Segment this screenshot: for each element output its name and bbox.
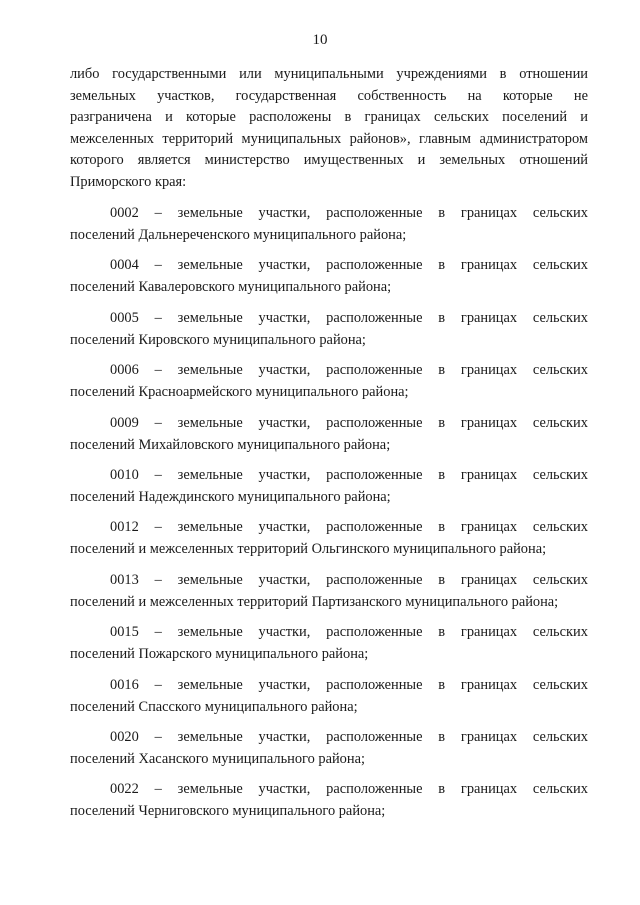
entry-code: 0020 [110, 728, 139, 745]
entry-word: земельные [177, 519, 243, 536]
entry-word: сельских [532, 676, 588, 693]
entry-word: в [438, 205, 446, 221]
entry-word: сельских [532, 466, 588, 483]
intro-line: либо государственными или муниципальными учреждениями в отношении [70, 66, 588, 82]
entry-second-line: поселений Дальнереченского муниципального района; [70, 227, 407, 243]
list-item [70, 254, 588, 306]
entry-word: участки, [258, 571, 311, 588]
entry-code: 0002 [110, 205, 139, 221]
entry-word: – [154, 624, 162, 641]
entry-word: расположенные [326, 466, 423, 483]
entry-second-line: поселений Хасанского муниципального района; [70, 750, 365, 767]
entry-word: – [154, 571, 162, 588]
entry-code: 0010 [110, 466, 139, 483]
entry-second-line: поселений Пожарского муниципального района; [70, 646, 369, 663]
entry-first-line [70, 202, 588, 224]
entry-word: в [438, 624, 446, 641]
entry-word: – [154, 781, 162, 798]
entry-word: земельные [177, 466, 243, 483]
entry-word: участки, [258, 624, 311, 641]
entry-second-line: поселений Михайловского муниципального района; [70, 436, 391, 453]
entry-word: – [154, 257, 162, 274]
entry-word: земельные [177, 781, 243, 798]
entry-word: расположенные [326, 205, 423, 221]
entry-word: в [438, 781, 446, 798]
entry-word: земельные [177, 571, 243, 588]
entry-word: сельских [532, 414, 588, 431]
entry-word: в [438, 362, 446, 379]
entry-second-line: поселений и межселенных территорий Партизанского муниципального района; [70, 593, 559, 610]
entry-word: участки, [258, 362, 311, 379]
entry-word: в [438, 414, 446, 431]
list-item [70, 569, 588, 621]
page-number: 10 [312, 32, 328, 48]
entry-word: расположенные [326, 781, 423, 798]
entry-code: 0006 [110, 362, 139, 379]
entry-word: – [154, 309, 162, 326]
entry-first-line [70, 359, 588, 381]
entry-code: 0015 [110, 624, 139, 641]
entry-second-line: поселений Кировского муниципального района; [70, 331, 366, 348]
entry-word: – [154, 466, 162, 483]
entry-word: участки, [258, 257, 311, 274]
entry-word: участки, [258, 466, 311, 483]
list-item [70, 621, 588, 673]
entry-word: расположенные [326, 519, 423, 536]
entry-word: земельные [177, 676, 243, 693]
entry-word: – [154, 728, 162, 745]
entry-word: участки, [258, 676, 311, 693]
entry-code: 0022 [110, 781, 139, 798]
entry-code: 0009 [110, 414, 139, 431]
entry-second-line: поселений Черниговского муниципального района; [70, 803, 386, 820]
entry-word: сельских [532, 205, 588, 221]
entry-word: участки, [258, 309, 311, 326]
entry-word: сельских [532, 309, 588, 326]
entry-word: границах [460, 362, 518, 379]
entry-word: участки, [258, 414, 311, 431]
entry-code: 0005 [110, 309, 139, 326]
entry-word: границах [460, 466, 518, 483]
entry-word: расположенные [326, 362, 423, 379]
entry-word: участки, [258, 205, 311, 221]
entry-first-line [70, 307, 588, 329]
entry-first-line [70, 726, 588, 748]
entry-word: – [154, 205, 162, 221]
list-item [70, 778, 588, 830]
entry-word: расположенные [326, 414, 423, 431]
entries-list [70, 202, 588, 831]
entry-word: участки, [258, 728, 311, 745]
entry-first-line [70, 464, 588, 486]
entry-word: земельные [177, 309, 243, 326]
entry-first-line [70, 569, 588, 591]
entry-word: границах [460, 676, 518, 693]
entry-word: сельских [532, 728, 588, 745]
entry-word: земельные [177, 414, 243, 431]
entry-word: сельских [532, 519, 588, 536]
entry-first-line [70, 778, 588, 800]
entry-first-line [70, 621, 588, 643]
entry-word: в [438, 519, 446, 536]
list-item [70, 307, 588, 359]
entry-word: расположенные [326, 676, 423, 693]
list-item [70, 464, 588, 516]
entry-first-line [70, 516, 588, 538]
entry-word: в [438, 571, 446, 588]
entry-word: границах [460, 414, 518, 431]
entry-word: границах [460, 571, 518, 588]
entry-word: расположенные [326, 624, 423, 641]
entry-word: сельских [532, 362, 588, 379]
entry-second-line: поселений и межселенных территорий Ольгинского муниципального района; [70, 541, 547, 558]
entry-word: земельные [177, 624, 243, 641]
entry-word: границах [460, 781, 518, 798]
entry-second-line: поселений Красноармейского муниципального района; [70, 384, 409, 401]
entry-first-line [70, 254, 588, 276]
entry-code: 0016 [110, 676, 139, 693]
entry-word: границах [460, 309, 518, 326]
intro-line: которого является министерство имущественных и земельных отношений [70, 152, 588, 169]
entry-word: расположенные [326, 309, 423, 326]
entry-first-line [70, 412, 588, 434]
entry-first-line [70, 674, 588, 696]
entry-word: земельные [177, 362, 243, 379]
entry-word: границах [460, 519, 518, 536]
entry-word: границах [460, 624, 518, 641]
entry-word: – [154, 676, 162, 693]
entry-word: сельских [532, 781, 588, 798]
entry-word: расположенные [326, 571, 423, 588]
list-item [70, 726, 588, 778]
entry-word: земельные [177, 728, 243, 745]
intro-line: разграничена и которые расположены в границах сельских поселений и [70, 109, 588, 126]
entry-word: границах [460, 257, 518, 274]
entry-word: – [154, 414, 162, 431]
entry-code: 0004 [110, 257, 139, 274]
list-item [70, 359, 588, 411]
entry-second-line: поселений Кавалеровского муниципального района; [70, 279, 392, 296]
entry-word: участки, [258, 519, 311, 536]
intro-paragraph [70, 64, 588, 194]
entry-word: расположенные [326, 728, 423, 745]
entry-word: расположенные [326, 257, 423, 274]
entry-word: земельные [177, 257, 243, 274]
entry-word: – [154, 519, 162, 536]
intro-line: Приморского края: [70, 173, 187, 190]
entry-code: 0012 [110, 519, 139, 536]
entry-word: участки, [258, 781, 311, 798]
entry-word: сельских [532, 624, 588, 641]
entry-word: в [438, 728, 446, 745]
entry-second-line: поселений Надеждинского муниципального района; [70, 488, 391, 505]
entry-word: границах [460, 205, 518, 221]
list-item [70, 674, 588, 726]
entry-word: сельских [532, 571, 588, 588]
entry-word: в [438, 309, 446, 326]
entry-word: земельные [177, 205, 243, 221]
entry-code: 0013 [110, 571, 139, 588]
entry-word: в [438, 257, 446, 274]
list-item [70, 202, 588, 254]
entry-word: – [154, 362, 162, 379]
intro-line: межселенных территорий муниципальных районов», главным администратором [70, 130, 588, 147]
entry-word: границах [460, 728, 518, 745]
entry-second-line: поселений Спасского муниципального района; [70, 698, 358, 715]
entry-word: в [438, 676, 446, 693]
list-item [70, 412, 588, 464]
entry-word: в [438, 466, 446, 483]
list-item [70, 516, 588, 568]
entry-word: сельских [532, 257, 588, 274]
intro-line: земельных участков, государственная собственность на которые не [70, 87, 588, 104]
